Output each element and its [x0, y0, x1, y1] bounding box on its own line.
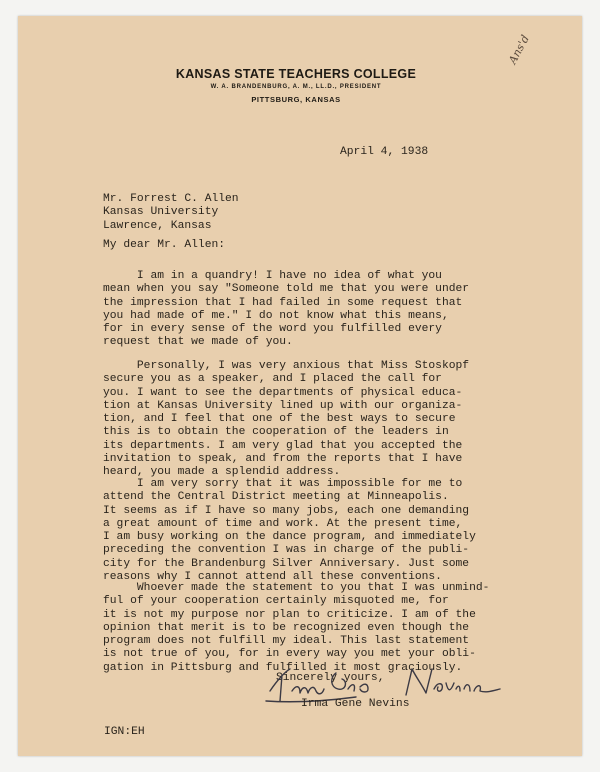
- typed-signer-name: Irma Gene Nevins: [301, 698, 410, 710]
- recipient-name: Mr. Forrest C. Allen: [103, 193, 239, 205]
- body-paragraph-4: Whoever made the statement to you that I was unmind- ful of your cooperation certainly misquoted me, for it is not my purpose nor plan to criticize. I am of the opinion that merit is to be recognized even though the program does not fulfill my ideal. This last statement is not true of you, for in every way you met your obli- gation in Pittsburg and fulfilled it most graciously.: [103, 582, 490, 674]
- complimentary-closing: Sincerely yours,: [276, 672, 385, 684]
- handwritten-annotation: Ans'd: [506, 32, 532, 67]
- letterhead-college: KANSAS STATE TEACHERS COLLEGE: [175, 67, 417, 81]
- salutation: My dear Mr. Allen:: [103, 239, 226, 251]
- body-paragraph-2: Personally, I was very anxious that Miss Stoskopf secure you as a speaker, and I placed the call for you. I want to see the departments of physical educa- tion at Kansas University lined up with our organiza- tion, and I feel that one of the best ways to secure this is to obtain the cooperation of the leaders in its departments. I am very glad that you accepted the invitation to speak, and from the reports that I have heard, you made a splendid address.: [103, 360, 470, 479]
- recipient-organization: Kansas University: [103, 206, 219, 219]
- letter-page: [18, 16, 582, 756]
- letter-date: April 4, 1938: [340, 146, 429, 158]
- recipient-city: Lawrence, Kansas: [103, 219, 212, 232]
- body-paragraph-1: I am in a quandry! I have no idea of what you mean when you say "Someone told me that you were under the impression that I had failed in some request that you had made of me." I do not know what this means, for in every sense of the word you fulfilled every request that we made of you.: [103, 270, 470, 349]
- letterhead-president: W. A. BRANDENBURG, A. M., LL.D., PRESIDENT: [210, 84, 382, 90]
- recipient-address: [103, 193, 239, 233]
- body-paragraph-3: I am very sorry that it was impossible for me to attend the Central District meeting at Minneapolis. It seems as if I have so many jobs, each one demanding a great amount of time and work. At the present time, I am busy working on the dance program, and immediately preceding the convention I was in charge of the publi- city for the Brandenburg Silver Anniversary. Just some reasons why I cannot attend all these conventions.: [103, 478, 476, 584]
- reference-initials: IGN:EH: [104, 726, 145, 738]
- letterhead-city: PITTSBURG, KANSAS: [251, 95, 341, 104]
